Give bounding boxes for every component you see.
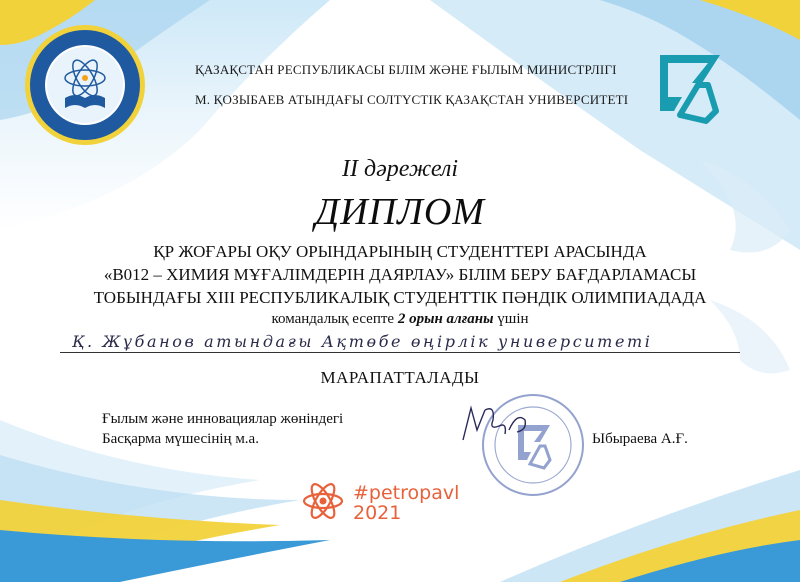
signatory-name: Ыбыраева А.Ғ. [592,431,688,447]
body-line-4-pre: командалық есепте [271,311,398,327]
body-line-4 [0,311,800,328]
university-logo-icon [650,45,730,125]
ministry-name: ҚАЗАҚСТАН РЕСПУБЛИКАСЫ БІЛІМ ЖӘНЕ ҒЫЛЫМ МИНИСТРЛІГІ [195,62,617,77]
atom-icon [300,478,346,524]
awarded-label: МАРАПАТТАЛАДЫ [320,368,480,387]
body-line-4-post: үшін [493,311,529,327]
event-hashtag: #petropavl [353,482,460,504]
signatory-role-line-1: Ғылым және инновациялар жөніндегі [102,411,344,427]
ministry-emblem-icon [20,20,150,150]
signature-icon [455,400,535,445]
degree-label: II дәрежелі [341,156,459,182]
event-year: 2021 [353,502,402,524]
signatory-role-line-2: Басқарма мүшесінің м.а. [102,431,259,447]
body-line-2: «В012 – ХИМИЯ МҰҒАЛІМДЕРІН ДАЯРЛАУ» БІЛІМ БЕРУ БАҒДАРЛАМАСЫ [103,265,697,284]
body-line-3: ТОБЫНДАҒЫ XIII РЕСПУБЛИКАЛЫҚ СТУДЕНТТІК ПӘНДІК ОЛИМПИАДАДА [93,288,707,307]
place-text: 2 орын алғаны [397,311,494,327]
diploma-title: ДИПЛОМ [315,191,485,233]
body-line-1: ҚР ЖОҒАРЫ ОҚУ ОРЫНДАРЫНЫҢ СТУДЕНТТЕРІ АРАСЫНДА [153,242,647,261]
recipient-handwritten: Қ. Жұбанов атындағы Ақтөбе өңірлік университеті [72,332,653,351]
university-name: М. ҚОЗЫБАЕВ АТЫНДАҒЫ СОЛТҮСТІК ҚАЗАҚСТАН УНИВЕРСИТЕТІ [195,92,629,107]
recipient-underline [60,352,740,353]
event-brand [353,483,459,523]
